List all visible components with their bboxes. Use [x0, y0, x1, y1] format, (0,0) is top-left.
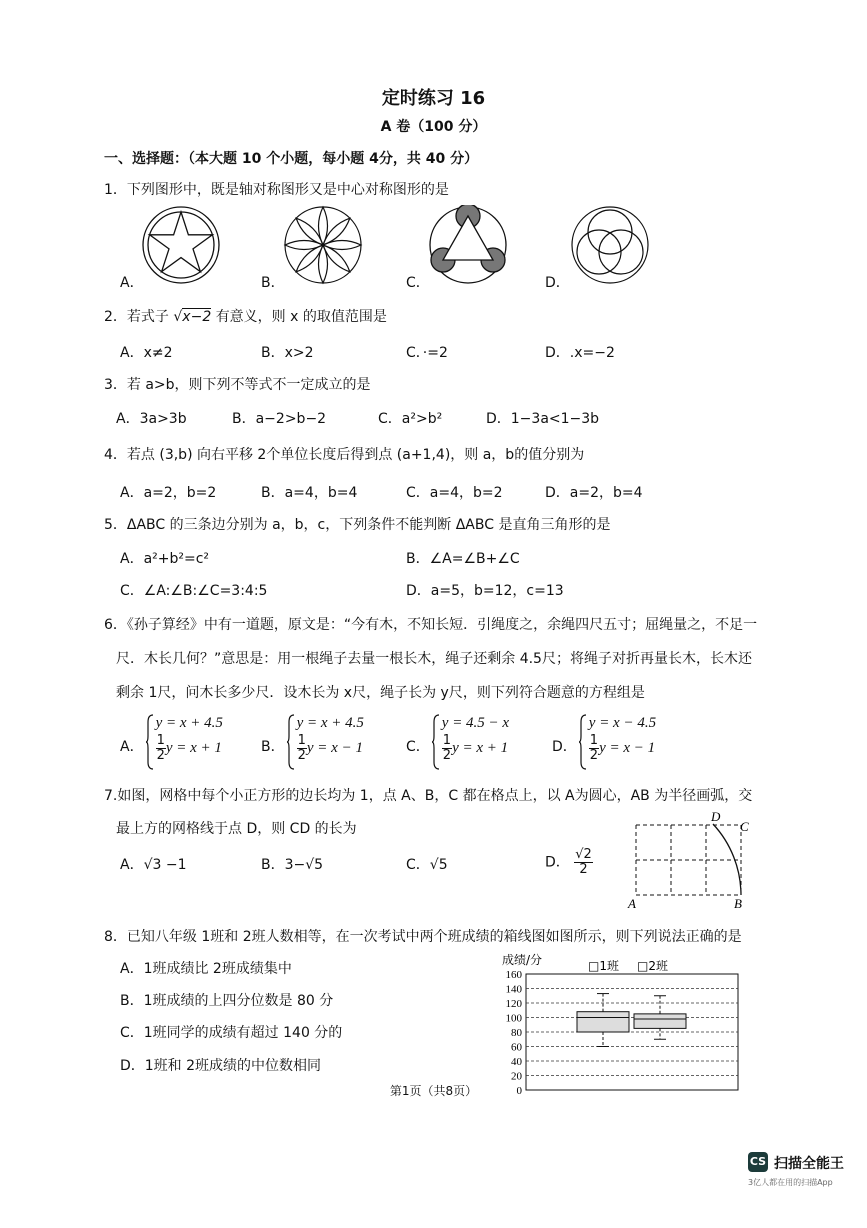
q7-point-b: B [734, 896, 742, 911]
q6-frac-den: 2 [442, 748, 452, 763]
camscanner-name: 扫描全能王 [774, 1156, 844, 1172]
q5-option-b: B．∠A=∠B+∠C [406, 551, 520, 567]
q6-frac-den: 2 [589, 748, 599, 763]
q4-stem: 4．若点 (3,b) 向右平移 2个单位长度后得到点 (a+1,4)，则 a，b的值分别为 [104, 447, 585, 463]
q7-line-1: 7.如图，网格中每个小正方形的边长均为 1，点 A、B，C 都在格点上，以 A为圆心，AB 为半径画弧，交 [104, 788, 753, 804]
q8-boxplot-chart [498, 950, 748, 1100]
chart-ytick-label: 100 [505, 1012, 522, 1025]
q1-figures [140, 205, 660, 295]
q6-eq2: y = x − 1 [599, 740, 656, 756]
q8-stem: 8．已知八年级 1班和 2班人数相等，在一次考试中两个班成绩的箱线图如图所示，则下列说法正确的是 [104, 929, 742, 945]
q6-eq2-row [297, 734, 364, 763]
q6-frac-num: 1 [297, 733, 306, 748]
q5-option-d: D．a=5，b=12，c=13 [406, 583, 564, 599]
q2-radicand: x−2 [182, 309, 212, 325]
q3-option-c: C．a²>b² [378, 411, 443, 427]
q1-option-c: C． [406, 275, 430, 291]
left-brace-icon [432, 714, 440, 770]
chart-ytick-label: 0 [516, 1085, 522, 1097]
q2-option-c: C．·=2 [406, 345, 448, 361]
q8-option-c: C．1班同学的成绩有超过 140 分的 [120, 1025, 343, 1041]
q5-option-a: A．a²+b²=c² [120, 551, 210, 567]
triangle-in-circle-figure [430, 205, 506, 283]
q6-eq1: y = 4.5 − x [441, 715, 510, 731]
iqr-box [577, 1012, 629, 1032]
q6-eq2-row [156, 734, 223, 763]
q7-point-c: C [740, 819, 749, 834]
section-heading: 一、选择题：（本大题 10 个小题，每小题 4分，共 40 分） [104, 151, 479, 167]
flower-in-circle-figure [285, 207, 361, 283]
chart-ytick-label: 140 [505, 983, 522, 996]
q5-option-c: C．∠A:∠B:∠C=3:4:5 [120, 583, 268, 599]
chart-ylabel: 成绩/分 [502, 953, 543, 967]
q7-point-d: D [711, 809, 721, 824]
left-brace-icon [287, 714, 295, 770]
q6-frac-den: 2 [297, 748, 306, 763]
q6-eq2: y = x + 1 [165, 740, 222, 756]
q7-option-d-num: √2 [575, 847, 592, 862]
left-brace-icon [579, 714, 587, 770]
q3-stem: 3．若 a>b，则下列不等式不一定成立的是 [104, 377, 371, 393]
q7-point-a: A [628, 896, 636, 911]
star-in-circle-figure [143, 207, 219, 283]
q7-option-d-fraction [574, 848, 593, 877]
q2-stem [104, 306, 387, 326]
q6-frac-den: 2 [156, 748, 165, 763]
q2-stem-post: 有意义，则 x 的取值范围是 [215, 309, 387, 325]
q6-option-a [120, 712, 223, 763]
q6-equation-system [287, 712, 364, 763]
q1-stem: 1．下列图形中，既是轴对称图形又是中心对称图形的是 [104, 182, 449, 198]
q6-eq1: y = x + 4.5 [296, 715, 364, 731]
q6-fraction [589, 734, 599, 763]
boxplot-class-2 [634, 996, 686, 1040]
chart-ytick-label: 40 [511, 1056, 522, 1068]
q6-option-d [552, 712, 656, 763]
legend-class-2: □2班 [637, 959, 668, 973]
iqr-box [634, 1014, 686, 1029]
q6-line-1: 6．《孙子算经》中有一道题，原文是：“今有木，不知长短．引绳度之，余绳四尺五寸；屈绳量之，不足一 [104, 617, 758, 633]
q3-option-d: D．1−3a<1−3b [486, 411, 600, 427]
q6-frac-num: 1 [156, 733, 165, 748]
q2-radical: √x−2 [173, 309, 212, 325]
chart-ytick-label: 120 [505, 998, 522, 1010]
q6-eq2-row [442, 734, 509, 763]
q4-option-d: D．a=2，b=4 [545, 485, 643, 501]
legend-class-1: □1班 [588, 959, 619, 973]
q4-option-a: A．a=2，b=2 [120, 485, 217, 501]
q8-option-b: B．1班成绩的上四分位数是 80 分 [120, 993, 334, 1009]
q6-option-label: C． [406, 738, 430, 755]
q4-option-b: B．a=4，b=4 [261, 485, 358, 501]
q2-option-d: D．.x=−2 [545, 345, 615, 361]
q6-eq1: y = x + 4.5 [155, 715, 223, 731]
boxplot-class-1 [577, 994, 629, 1047]
q1-option-d: D． [545, 275, 570, 291]
q6-option-label: A． [120, 738, 144, 755]
q4-option-c: C．a=4，b=2 [406, 485, 503, 501]
q6-equation-system [579, 712, 656, 763]
chart-ytick-label: 160 [505, 969, 522, 981]
q6-fraction [442, 734, 452, 763]
q6-option-label: D． [552, 738, 577, 755]
camscanner-logo-icon: CS [748, 1152, 768, 1172]
q7-line-2: 最上方的网格线于点 D，则 CD 的长为 [116, 821, 357, 837]
q7-option-d-den: 2 [579, 862, 588, 877]
q6-equation-system [146, 712, 223, 763]
q7-option-d-label: D． [545, 854, 570, 871]
q1-option-b: B． [261, 275, 285, 291]
q6-eq1: y = x − 4.5 [588, 715, 657, 731]
chart-ytick-label: 60 [511, 1041, 522, 1054]
q6-eq2: y = x − 1 [306, 740, 363, 756]
q6-eq2: y = x + 1 [452, 740, 509, 756]
q6-option-label: B． [261, 738, 285, 755]
three-circles-figure [572, 207, 648, 283]
q8-option-a: A．1班成绩比 2班成绩集中 [120, 961, 292, 977]
q6-option-c [406, 712, 509, 763]
q6-equation-system [432, 712, 509, 763]
q7-option-b: B．3−√5 [261, 857, 324, 873]
page-title: 定时练习 16 [381, 88, 486, 109]
q7-option-c: C．√5 [406, 857, 448, 873]
q2-option-b: B．x>2 [261, 345, 314, 361]
page-subtitle: A 卷（100 分） [380, 119, 487, 135]
q6-frac-num: 1 [589, 733, 599, 748]
q7-option-d [545, 848, 593, 877]
chart-ytick-label: 20 [511, 1070, 522, 1083]
q6-line-2: 尺．木长几何？”意思是：用一根绳子去量一根长木，绳子还剩余 4.5尺；将绳子对折再量长木，长木还 [116, 651, 752, 667]
q5-stem: 5．ΔABC 的三条边分别为 a，b，c，下列条件不能判断 ΔABC 是直角三角形的是 [104, 517, 611, 533]
q7-grid-figure [622, 808, 762, 912]
q6-option-b [261, 712, 364, 763]
q6-eq2-row [589, 734, 656, 763]
chart-ytick-label: 80 [511, 1027, 522, 1039]
q7-option-a: A．√3 −1 [120, 857, 187, 873]
left-brace-icon [146, 714, 154, 770]
q6-line-3: 剩余 1尺，问木长多少尺．设木长为 x尺，绳子长为 y尺，则下列符合题意的方程组是 [116, 685, 645, 701]
q2-option-a: A．x≠2 [120, 345, 173, 361]
q3-option-b: B．a−2>b−2 [232, 411, 327, 427]
q2-stem-pre: 2．若式子 [104, 309, 169, 325]
q8-option-d: D．1班和 2班成绩的中位数相同 [120, 1058, 322, 1074]
q6-fraction [297, 734, 307, 763]
q6-frac-num: 1 [442, 733, 452, 748]
q1-option-a: A． [120, 275, 144, 291]
q6-fraction [156, 734, 166, 763]
q3-option-a: A．3a>3b [116, 411, 187, 427]
page-number: 第1页（共8页） [389, 1084, 478, 1098]
camscanner-tagline: 3亿人都在用的扫描App [748, 1178, 833, 1187]
